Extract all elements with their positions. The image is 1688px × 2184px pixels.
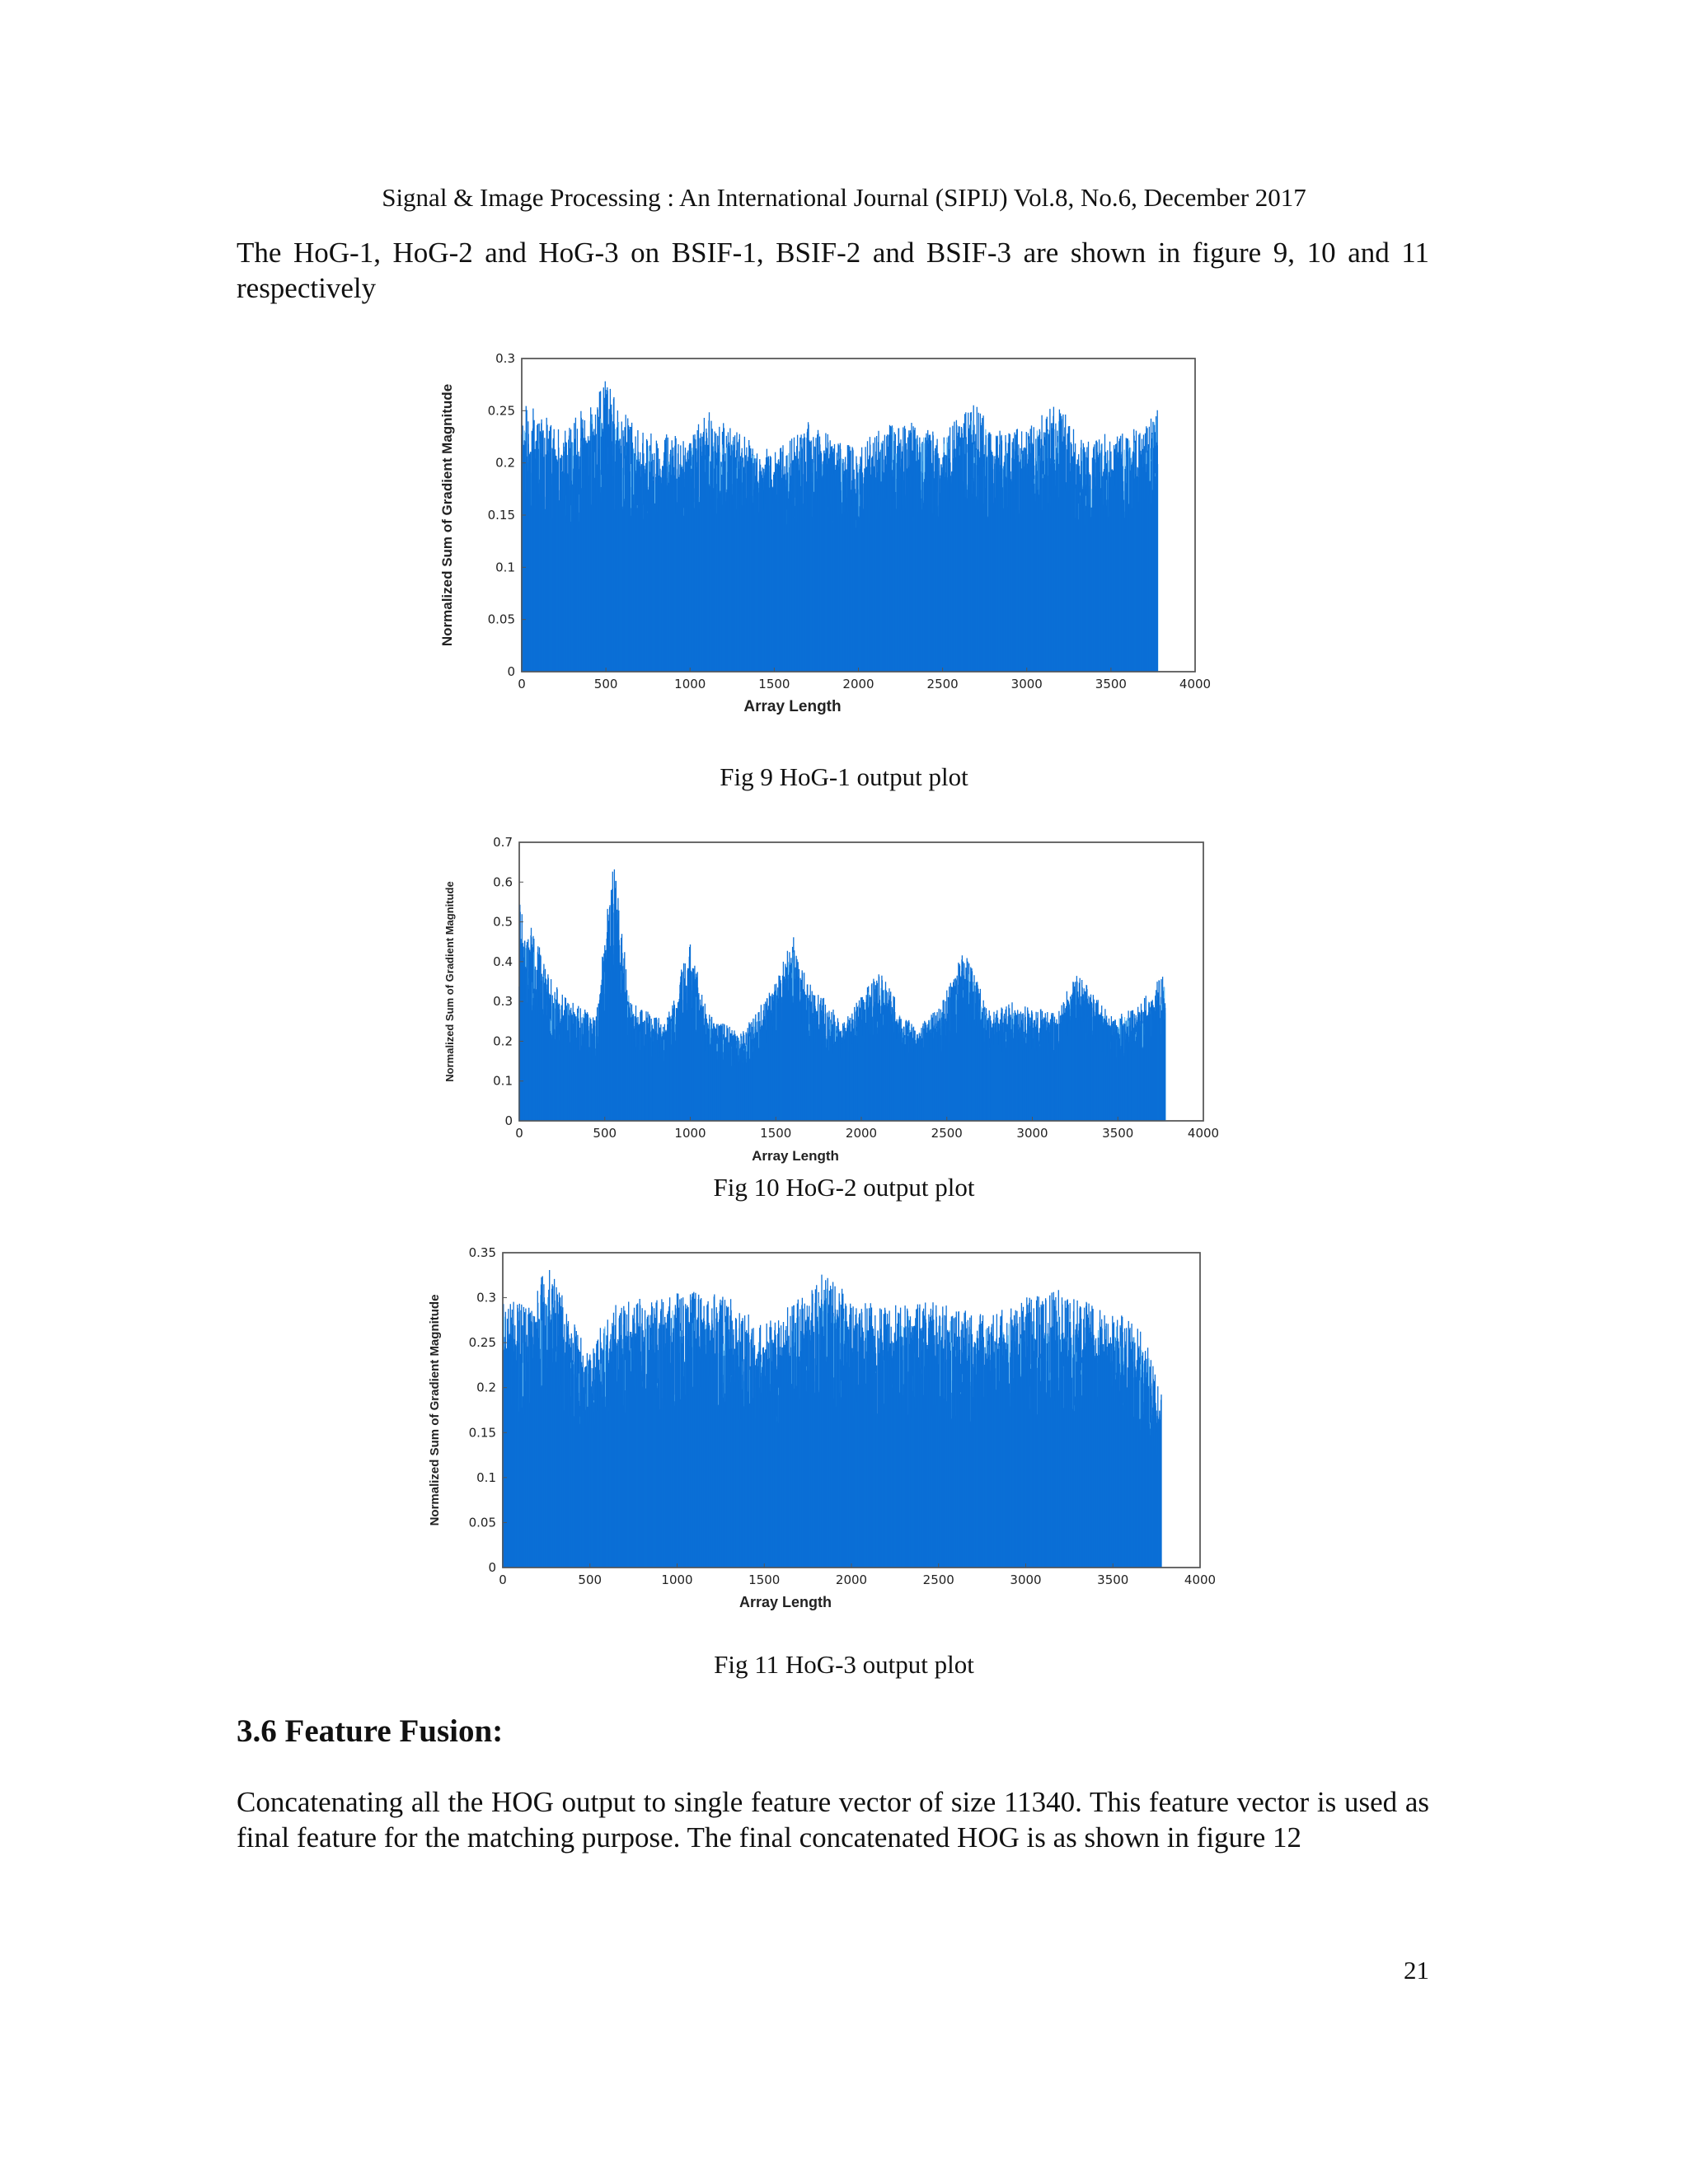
y-tick-label: 0.05: [487, 612, 515, 627]
x-axis-title: Array Length: [743, 698, 842, 715]
y-axis-title: Normalized Sum of Gradient Magnitude: [439, 383, 455, 647]
x-tick-label: 500: [593, 677, 618, 691]
x-tick-label: 3000: [1010, 677, 1043, 691]
chart-svg: [429, 824, 1236, 1170]
hog-1-chart: [429, 338, 1220, 725]
y-tick-label: 0.25: [487, 403, 515, 419]
x-tick-label: 3500: [1095, 677, 1127, 691]
running-header: Signal & Image Processing : An International Journal (SIPIJ) Vol.8, No.6, December 2017: [382, 183, 1306, 212]
figure-9-caption: Fig 9 HoG-1 output plot: [720, 762, 968, 791]
x-tick-label: 4000: [1179, 677, 1212, 691]
x-tick-label: 0: [518, 677, 526, 691]
y-tick-label: 0.3: [495, 351, 515, 366]
x-tick-label: 1500: [758, 677, 790, 691]
x-tick-label: 2500: [926, 677, 959, 691]
hog-2-chart: [429, 824, 1236, 1170]
y-tick-label: 0: [507, 664, 515, 679]
intro-paragraph: The HoG-1, HoG-2 and HoG-3 on BSIF-1, BSIF-2 and BSIF-3 are shown in figure 9, 10 and 11 respectively: [237, 237, 1429, 304]
chart-svg: [429, 338, 1220, 725]
y-tick-label: 0.2: [495, 455, 515, 471]
x-tick-label: 1000: [674, 677, 706, 691]
y-tick-label: 0.15: [487, 508, 515, 523]
y-tick-label: 0.1: [495, 560, 515, 575]
x-tick-label: 2000: [842, 677, 874, 691]
